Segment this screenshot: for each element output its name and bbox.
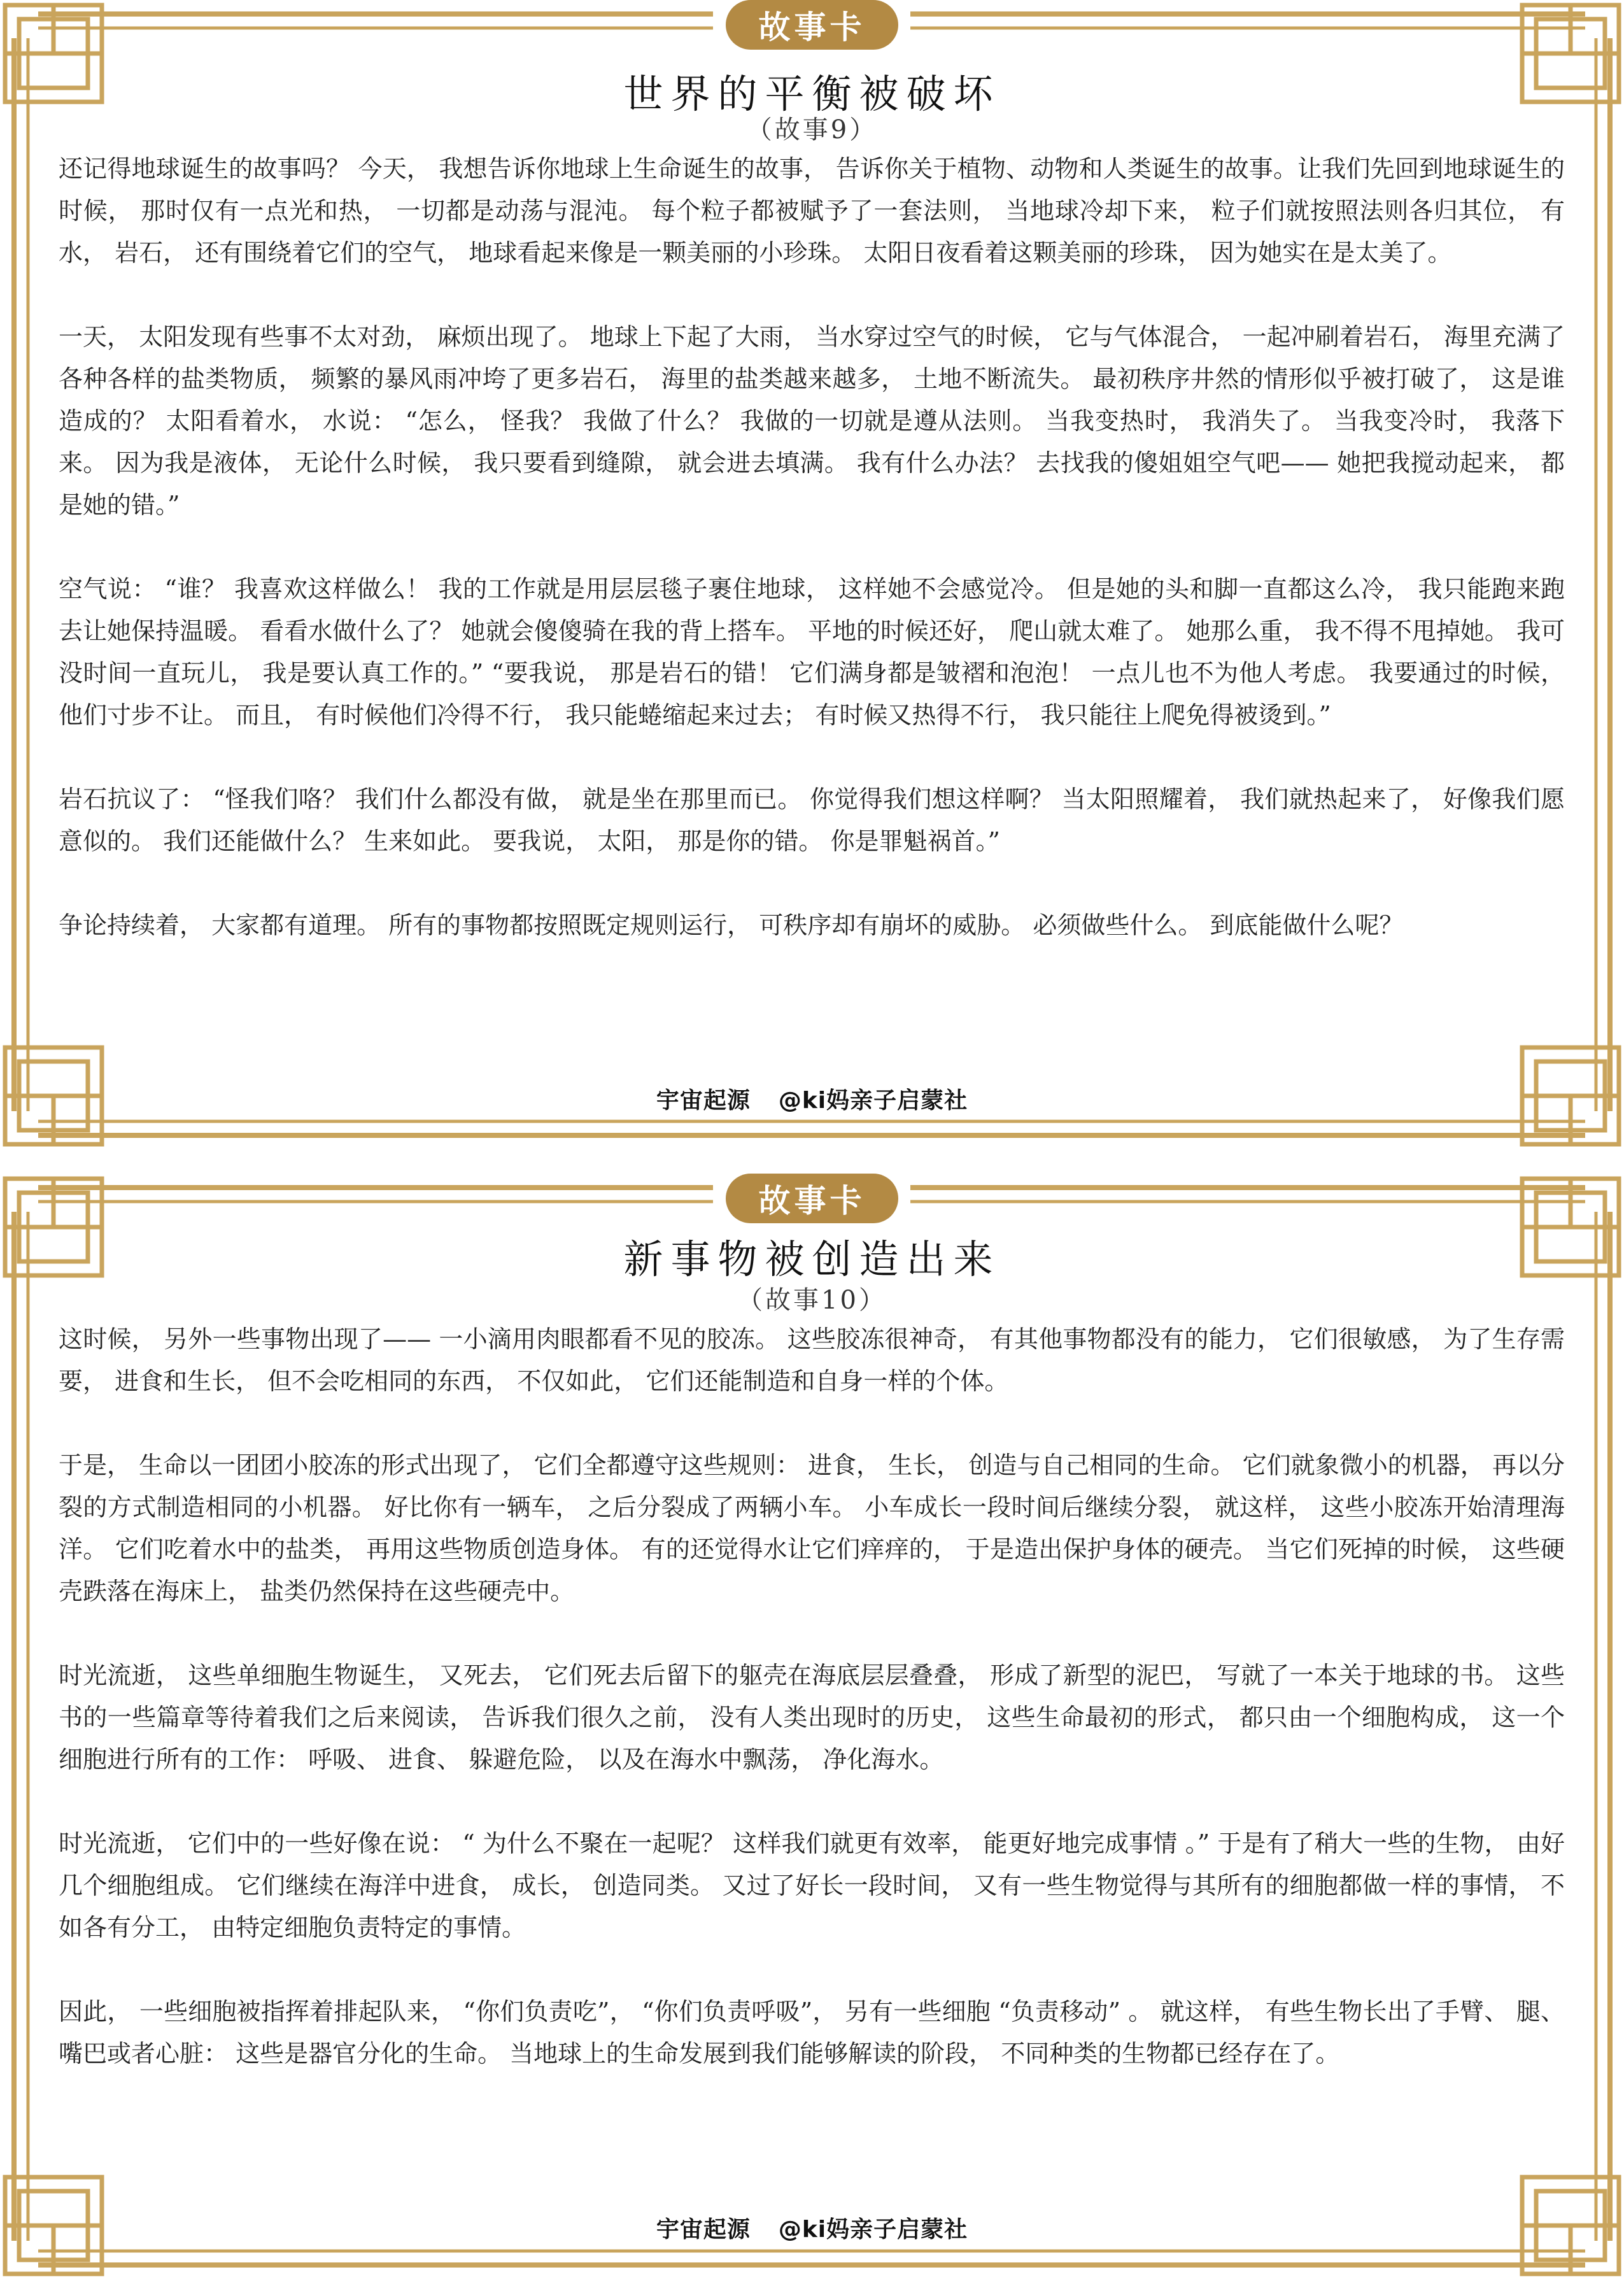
footer-account: @ki妈亲子启蒙社 <box>778 2217 968 2243</box>
story-footer <box>0 2212 1624 2244</box>
story-card-badge: 故事卡 <box>726 1174 898 1223</box>
story-paragraph: 因此， 一些细胞被指挥着排起队来， “你们负责吃”， “你们负责呼吸”， 另有一些细胞 “负责移动” 。 就这样， 有些生物长出了手臂、 腿、 嘴巴或者心脏： 这些是器官分化的生命。 当地球上的生命发展到我们能够解读的阶段， 不同种类的生物都已经存在了。 <box>59 1998 1565 2068</box>
story-paragraph: 还记得地球诞生的故事吗？ 今天， 我想告诉你地球上生命诞生的故事， 告诉你关于植物、动物和人类诞生的故事。让我们先回到地球诞生的时候， 那时仅有一点光和热， 一切都是动荡与混沌。 每个粒子都被赋予了一套法则， 当地球冷却下来， 粒子们就按照法则各归其位， 有水， 岩石， 还有围绕着它们的空气， 地球看起来像是一颗美丽的小珍珠。 太阳日夜看着这颗美丽的珍珠， 因为她实在是太美了。 <box>59 155 1565 267</box>
story-paragraph: 争论持续着， 大家都有道理。 所有的事物都按照既定规则运行， 可秩序却有崩坏的威胁。 必须做些什么。 到底能做什么呢？ <box>59 911 1404 939</box>
story-paragraph: 于是， 生命以一团团小胶冻的形式出现了， 它们全都遵守这些规则： 进食， 生长， 创造与自己相同的生命。 它们就象微小的机器， 再以分裂的方式制造相同的小机器。 好比你有一辆车， 之后分裂成了两辆小车。 小车成长一段时间后继续分裂， 就这样， 这些小胶冻开始清理海洋。 它们吃着水中的盐类， 再用这些物质创造身体。 有的还觉得水让它们痒痒的， 于是造出保护身体的硬壳。 当它们死掉的时候， 这些硬壳跌落在海床上， 盐类仍然保持在这些硬壳中。 <box>59 1451 1565 1605</box>
story-body <box>59 148 1565 946</box>
story-title: 新事物被创造出来 <box>623 1236 1001 1282</box>
story-footer <box>0 1083 1624 1115</box>
footer-account: @ki妈亲子启蒙社 <box>778 1088 968 1114</box>
story-paragraph: 一天， 太阳发现有些事不太对劲， 麻烦出现了。 地球上下起了大雨， 当水穿过空气的时候， 它与气体混合， 一起冲刷着岩石， 海里充满了各种各样的盐类物质， 频繁的暴风雨冲垮了更多岩石， 海里的盐类越来越多， 土地不断流失。 最初秩序井然的情形似乎被打破了， 这是谁造成的？ 太阳看着水， 水说： “怎么， 怪我？ 我做了什么？ 我做的一切就是遵从法则。 当我变热时， 我消失了。 当我变冷时， 我落下来。 因为我是液体， 无论什么时候， 我只要看到缝隙， 就会进去填满。 我有什么办法？ 去找我的傻姐姐空气吧—— 她把我搅动起来， 都是她的错。” <box>59 323 1565 519</box>
story-title: 世界的平衡被破坏 <box>623 71 1001 117</box>
story-paragraph: 空气说： “谁？ 我喜欢这样做么！ 我的工作就是用层层毯子裹住地球， 这样她不会感觉冷。 但是她的头和脚一直都这么冷， 我只能跑来跑去让她保持温暖。 看看水做什么了？ 她就会傻傻骑在我的背上搭车。 平地的时候还好， 爬山就太难了。 她那么重， 我不得不甩掉她。 我可没时间一直玩儿， 我是要认真工作的。” “要我说， 那是岩石的错！ 它们满身都是皱褶和泡泡！ 一点儿也不为他人考虑。 我要通过的时候， 他们寸步不让。 而且， 有时候他们冷得不行， 我只能蜷缩起来过去； 有时候又热得不行， 我只能往上爬免得被烫到。” <box>59 575 1565 729</box>
footer-series: 宇宙起源 <box>656 2217 751 2243</box>
story-card-10 <box>0 1174 1624 2279</box>
story-subtitle: （故事10） <box>737 1286 887 1315</box>
story-body <box>59 1318 1565 2075</box>
story-paragraph: 这时候， 另外一些事物出现了—— 一小滴用肉眼都看不见的胶冻。 这些胶冻很神奇， 有其他事物都没有的能力， 它们很敏感， 为了生存需要， 进食和生长， 但不会吃相同的东西， 不仅如此， 它们还能制造和自身一样的个体。 <box>59 1325 1565 1395</box>
story-subtitle: （故事9） <box>746 115 878 145</box>
story-paragraph: 岩石抗议了： “怪我们咯？ 我们什么都没有做， 就是坐在那里而已。 你觉得我们想这样啊？ 当太阳照耀着， 我们就热起来了， 好像我们愿意似的。 我们还能做什么？ 生来如此。 要我说， 太阳， 那是你的错。 你是罪魁祸首。” <box>59 785 1565 855</box>
footer-series: 宇宙起源 <box>656 1088 751 1114</box>
story-card-badge: 故事卡 <box>726 0 898 50</box>
story-paragraph: 时光流逝， 这些单细胞生物诞生， 又死去， 它们死去后留下的躯壳在海底层层叠叠， 形成了新型的泥巴， 写就了一本关于地球的书。 这些书的一些篇章等待着我们之后来阅读， 告诉我们很久之前， 没有人类出现时的历史， 这些生命最初的形式， 都只由一个细胞构成， 这一个细胞进行所有的工作： 呼吸、 进食、 躲避危险， 以及在海水中飘荡， 净化海水。 <box>59 1661 1565 1773</box>
story-paragraph: 时光流逝， 它们中的一些好像在说： “ 为什么不聚在一起呢？ 这样我们就更有效率， 能更好地完成事情 。” 于是有了稍大一些的生物， 由好几个细胞组成。 它们继续在海洋中进食， 成长， 创造同类。 又过了好长一段时间， 又有一些生物觉得与其所有的细胞都做一样的事情， 不如各有分工， 由特定细胞负责特定的事情。 <box>59 1829 1565 1942</box>
